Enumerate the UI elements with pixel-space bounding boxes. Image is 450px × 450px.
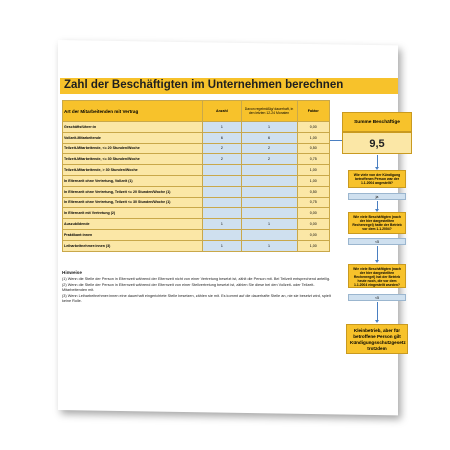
anzahl-cell[interactable] — [203, 186, 241, 197]
davon-cell[interactable]: 1 — [241, 122, 297, 133]
davon-cell[interactable]: 2 — [241, 143, 297, 154]
anzahl-cell[interactable]: 1 — [203, 240, 241, 251]
table-row — [63, 219, 330, 230]
faktor-cell: 0,00 — [297, 208, 329, 219]
faktor-cell: 1,00 — [297, 132, 329, 143]
question-2: Wie viele Beschäftigten (nach der hier dargestellten Rechenregel) hatte der Betrieb vor dem 1.1.2004? — [348, 212, 406, 234]
row-label: Praktikant:innen — [63, 229, 203, 240]
davon-cell[interactable]: 6 — [241, 132, 297, 143]
davon-cell[interactable] — [241, 175, 297, 186]
faktor-cell: 0,75 — [297, 197, 329, 208]
header-label: Art der Mitarbeitenden mit Vertrag — [63, 101, 203, 122]
note-2: (2) Wenn die Stelle der Person in Elternzeit während der Elternzeit von einer Stellvertretung besetzt ist, zählen Sie diese bei den Vollzeit- oder Teilzeit-Mitarbeitenden mit. — [62, 282, 315, 293]
row-label: In Elternzeit ohne Vertretung, Vollzeit (1) — [63, 175, 203, 186]
row-label: Teilzeit-Mitarbeitende, > 30 Stunden/Woche — [63, 165, 203, 176]
table-row — [63, 165, 330, 176]
table-row — [63, 154, 330, 165]
note-1: (1) Wenn die Stelle der Person in Elternzeit während der Elternzeit nicht von einer Vertretung besetzt ist, zählt die Person mit. Bei Teilzeit entsprechend anteilig. — [62, 277, 331, 282]
davon-cell[interactable]: 2 — [241, 154, 297, 165]
anzahl-cell[interactable]: 1 — [203, 122, 241, 133]
anzahl-cell[interactable]: 2 — [203, 154, 241, 165]
summe-value: 9,5 — [342, 132, 412, 154]
arrow-down — [377, 155, 378, 167]
note-3: (3) Wenn Leiharbeitnehmer:innen eine dauerhaft eingerichtete Stelle besetzen, zählen sie mit. Es kommt auf die dauerhafte Stelle an, nie sie besetzt wird, spielt keine Rolle. — [62, 293, 331, 304]
table-row — [63, 186, 330, 197]
employee-table — [62, 100, 330, 252]
faktor-cell: 0,00 — [297, 122, 329, 133]
faktor-cell: 1,00 — [297, 165, 329, 176]
row-label: Teilzeit-Mitarbeitende, <= 30 Stunden/Woche — [63, 154, 203, 165]
anzahl-cell[interactable] — [203, 229, 241, 240]
row-label: Teilzeit-Mitarbeitende, <= 20 Stunden/Woche — [63, 143, 203, 154]
anzahl-cell[interactable]: 1 — [203, 219, 241, 230]
anzahl-cell[interactable] — [203, 175, 241, 186]
table-row — [63, 132, 330, 143]
header-faktor: Faktor — [297, 101, 329, 122]
answer-1: ja — [348, 193, 406, 200]
page-title: Zahl der Beschäftigten im Unternehmen berechnen — [64, 79, 344, 91]
anzahl-cell[interactable]: 2 — [203, 143, 241, 154]
row-label: Vollzeit-Mitarbeitende — [63, 132, 203, 143]
answer-2: <5 — [348, 238, 406, 245]
summe-label: Summe Beschäftige — [342, 112, 412, 132]
anzahl-cell[interactable]: 6 — [203, 132, 241, 143]
davon-cell[interactable]: 1 — [241, 240, 297, 251]
row-label: In Elternzeit ohne Vertretung, Teilzeit <= 20 Stunden/Woche (1) — [63, 186, 203, 197]
header-davon: Davon regelmäßig/ dauerhaft, in den letzten 12-24 Monaten — [241, 101, 297, 122]
table-row — [63, 208, 330, 219]
davon-cell[interactable] — [241, 229, 297, 240]
row-label: Auszubildende — [63, 219, 203, 230]
table-row — [63, 175, 330, 186]
faktor-cell: 0,00 — [297, 229, 329, 240]
header-anzahl: Anzahl — [203, 101, 241, 122]
table-row — [63, 143, 330, 154]
arrow-down — [377, 302, 378, 320]
question-3: Wie viele Beschäftigten (nach der hier dargestellten Rechenregel) hat der Betrieb heute noch, die vor dem 1.1.2004 eingestellt wurden? — [348, 264, 406, 288]
table-row — [63, 229, 330, 240]
anzahl-cell[interactable] — [203, 165, 241, 176]
davon-cell[interactable] — [241, 165, 297, 176]
davon-cell[interactable] — [241, 186, 297, 197]
anzahl-cell[interactable] — [203, 208, 241, 219]
davon-cell[interactable]: 1 — [241, 219, 297, 230]
faktor-cell: 0,75 — [297, 154, 329, 165]
faktor-cell: 0,00 — [297, 219, 329, 230]
table-header-row — [63, 101, 330, 122]
arrow-down — [377, 201, 378, 209]
davon-cell[interactable] — [241, 197, 297, 208]
result-box: Kleinbetrieb, aber für betroffene Person gilt Kündigungsschutzgesetz trotzdem — [346, 324, 408, 354]
davon-cell[interactable] — [241, 208, 297, 219]
table-row — [63, 197, 330, 208]
answer-3: <5 — [348, 294, 406, 301]
faktor-cell: 1,00 — [297, 240, 329, 251]
row-label: In Elternzeit mit Vertretung (2) — [63, 208, 203, 219]
notes-section — [62, 270, 337, 304]
table-row — [63, 122, 330, 133]
arrow-down — [377, 246, 378, 260]
row-label: Leiharbeitnehmer:innen (3) — [63, 240, 203, 251]
anzahl-cell[interactable] — [203, 197, 241, 208]
faktor-cell: 0,50 — [297, 186, 329, 197]
row-label: In Elternzeit ohne Vertretung, Teilzeit <= 30 Stunden/Woche (1) — [63, 197, 203, 208]
notes-heading: Hinweise — [62, 270, 82, 275]
faktor-cell: 1,00 — [297, 175, 329, 186]
question-1: Wie viele von der Kündigung betroffenen Person war der 1.1.2004 angestellt? — [348, 170, 406, 188]
faktor-cell: 0,50 — [297, 143, 329, 154]
table-row — [63, 240, 330, 251]
row-label: Geschäftsführer:in — [63, 122, 203, 133]
connector-line — [330, 140, 342, 141]
